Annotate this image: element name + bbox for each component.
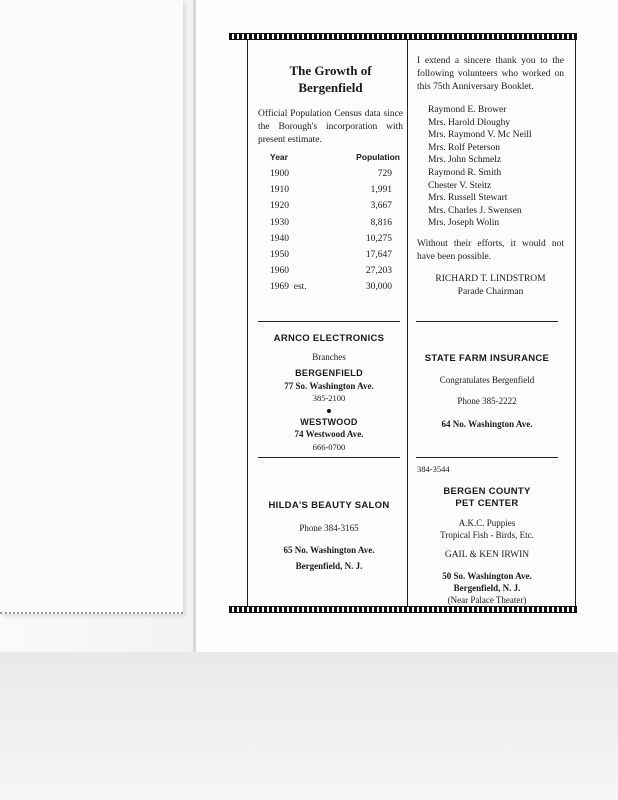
arnco-name: ARNCO ELECTRONICS: [273, 333, 385, 344]
header-population: Population: [356, 152, 400, 162]
petcenter-owners: GAIL & KEN IRWIN: [444, 550, 530, 560]
petcenter-line1: A.K.C. Puppies: [458, 518, 516, 528]
year-cell: 1900: [270, 169, 289, 179]
list-item: Chester V. Steitz: [428, 180, 492, 191]
header-year: Year: [270, 152, 288, 162]
bottom-shadow: [0, 652, 618, 800]
left-paper-sheet: [0, 0, 183, 614]
thanks-section: [417, 55, 564, 299]
year-cell: 1940: [270, 233, 289, 244]
arnco-branch2-address: 74 Westwood Ave.: [294, 429, 364, 439]
divider-right-2: [416, 457, 558, 458]
arnco-branches: Branches: [312, 351, 346, 362]
petcenter-note: (Near Palace Theater): [447, 595, 527, 605]
hilda-address: 65 No. Washington Ave.: [283, 545, 375, 555]
hilda-name: HILDA'S BEAUTY SALON: [268, 500, 390, 511]
statefarm-line: Congratulates Bergenfield: [439, 375, 535, 385]
year-cell: 1910: [270, 185, 289, 196]
table-row: [270, 231, 400, 247]
statefarm-name: STATE FARM INSURANCE: [424, 353, 550, 364]
thanks-closing: Without their efforts, it would not have been possible.: [417, 238, 564, 262]
arnco-branch2-phone: 666-0700: [312, 441, 346, 452]
arnco-ad: [258, 333, 400, 453]
statefarm-address: 64 No. Washington Ave.: [441, 419, 533, 429]
year-cell: 1920: [270, 201, 289, 212]
year-cell: 1969 est.: [270, 282, 307, 293]
right-frame-line: [575, 40, 576, 606]
list-item: Mrs. Russell Stewart: [428, 193, 508, 204]
hilda-phone: Phone 384-3165: [299, 523, 359, 533]
petcenter-address: 50 So. Washington Ave.: [442, 571, 532, 581]
population-table-header: [270, 152, 400, 166]
population-cell: 3,667: [370, 201, 392, 212]
population-cell: 10,275: [365, 233, 392, 244]
population-cell: 30,000: [365, 282, 392, 293]
statefarm-ad: [416, 352, 558, 431]
year-cell: 1930: [270, 217, 289, 228]
list-item: Mrs. Rolf Peterson: [428, 142, 501, 153]
petcenter-ad: [416, 486, 558, 606]
table-row: [270, 279, 400, 295]
thanks-intro: I extend a sincere thank you to the following volunteers who worked on this 75th Anniversary Booklet.: [417, 56, 564, 92]
petcenter-name-line2: PET CENTER: [455, 498, 519, 509]
growth-intro: Official Population Census data since the Borough's incorporation with present estimate.: [258, 109, 403, 145]
arnco-branch2-town: WESTWOOD: [300, 416, 358, 427]
arnco-branch1-address: 77 So. Washington Ave.: [284, 380, 374, 391]
signer-title: Parade Chairman: [457, 286, 524, 297]
list-item: Mrs. John Schmelz: [428, 155, 502, 166]
bottom-decorative-border: [229, 606, 577, 613]
population-cell: 27,203: [365, 266, 392, 277]
arnco-branch1-town: BERGENFIELD: [295, 368, 363, 378]
list-item: Raymond R. Smith: [428, 167, 502, 178]
growth-section: [258, 62, 403, 147]
table-row: [270, 247, 400, 263]
table-row: [270, 198, 400, 214]
table-row: [270, 166, 400, 182]
petcenter-town: Bergenfield, N. J.: [453, 583, 521, 593]
list-item: Raymond E. Brower: [428, 105, 507, 115]
arnco-branch1-phone: 385-2100: [312, 393, 346, 403]
list-item: Mrs. Raymond V. Mc Neill: [428, 130, 532, 141]
signer-name: RICHARD T. LINDSTROM: [435, 273, 546, 284]
volunteer-list: [417, 104, 564, 230]
year-cell: 1960: [270, 266, 289, 277]
divider-right-1: [416, 321, 558, 322]
petcenter-name-line1: BERGEN COUNTY: [443, 486, 531, 497]
table-row: [270, 182, 400, 198]
petcenter-phone: 384-3544: [417, 464, 450, 474]
bullet-dot: [327, 409, 331, 413]
population-cell: 17,647: [365, 249, 392, 260]
list-item: Mrs. Joseph Wolin: [428, 218, 500, 229]
top-decorative-border: [229, 33, 577, 40]
population-cell: 8,816: [370, 217, 392, 228]
population-cell: 729: [377, 169, 392, 179]
year-cell: 1950: [270, 249, 289, 260]
growth-title-line1: The Growth of: [289, 63, 372, 78]
hilda-town: Bergenfield, N. J.: [295, 561, 363, 571]
left-frame-line: [247, 40, 248, 606]
center-divider-line: [407, 40, 408, 606]
population-cell: 1,991: [370, 185, 392, 196]
list-item: Mrs. Charles J. Swensen: [428, 205, 522, 216]
table-row: [270, 263, 400, 279]
hilda-ad: [258, 499, 400, 573]
divider-left-1: [258, 321, 400, 322]
population-table: [270, 152, 400, 296]
petcenter-line2: Tropical Fish - Birds, Etc.: [440, 530, 534, 540]
list-item: Mrs. Harold Dloughy: [428, 117, 511, 128]
statefarm-phone: Phone 385-2222: [457, 396, 517, 406]
growth-title-line2: Bergenfield: [298, 80, 363, 95]
divider-left-2: [258, 457, 400, 458]
table-row: [270, 215, 400, 231]
